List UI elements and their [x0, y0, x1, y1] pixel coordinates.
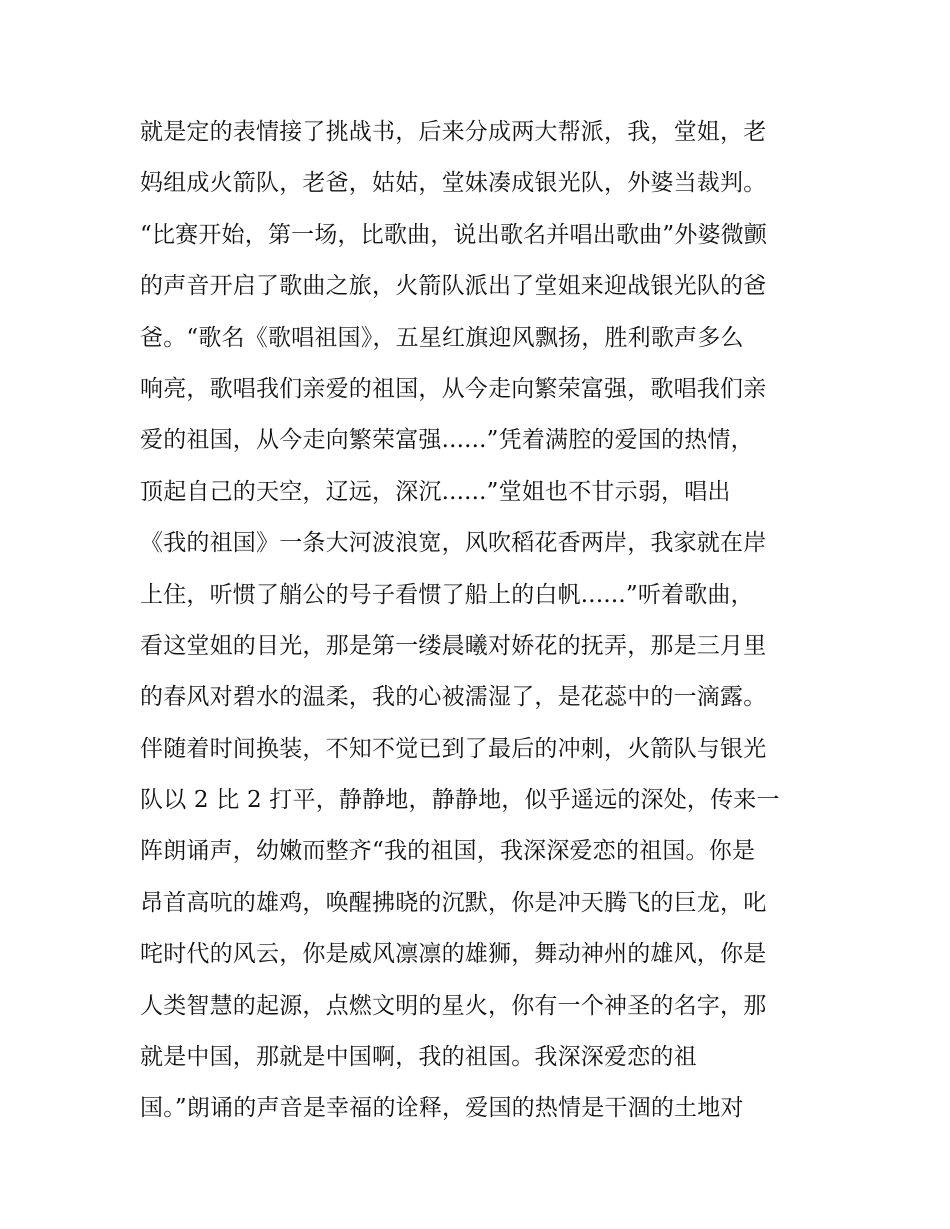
text-line-10: 上住，听惯了艄公的号子看惯了船上的白帆......”听着歌曲，	[140, 581, 754, 608]
text-line-13: 伴随着时间换装，不知不觉已到了最后的冲刺，火箭队与银光	[140, 735, 767, 762]
text-line-11: 看这堂姐的目光，那是第一缕晨曦对娇花的抚弄，那是三月里	[140, 632, 767, 659]
text-line-1: 就是定的表情接了挑战书，后来分成两大帮派，我，堂姐，老	[140, 119, 767, 145]
text-line-9: 《我的祖国》一条大河波浪宽，风吹稻花香两岸，我家就在岸	[140, 530, 767, 557]
text-line-3: “比赛开始，第一场，比歌曲，说出歌名并唱出歌曲”外婆微颤	[140, 221, 768, 248]
text-line-18: 人类智慧的起源，点燃文明的星火，你有一个神圣的名字，那	[140, 992, 767, 1019]
body-text	[140, 107, 820, 1135]
text-line-7: 爱的祖国，从今走向繁荣富强......”凭着满腔的爱国的热情，	[140, 427, 754, 454]
text-line-2: 妈组成火箭队，老爸，姑姑，堂妹凑成银光队，外婆当裁判。	[140, 170, 767, 197]
text-line-4: 的声音开启了歌曲之旅，火箭队派出了堂姐来迎战银光队的爸	[140, 273, 767, 300]
text-line-5: 爸。“歌名《歌唱祖国》，五星红旗迎风飘扬，胜利歌声多么	[140, 324, 744, 351]
text-line-16: 昂首高吭的雄鸡，唤醒拂晓的沉默，你是冲天腾飞的巨龙，叱	[140, 889, 767, 916]
text-line-15: 阵朗诵声，幼嫩而整齐“我的祖国，我深深爱恋的祖国。你是	[140, 838, 756, 865]
text-line-19: 就是中国，那就是中国啊，我的祖国。我深深爱恋的祖	[140, 1044, 697, 1071]
text-line-8: 顶起自己的天空，辽远，深沉......”堂姐也不甘示弱，唱出	[140, 478, 731, 505]
text-line-20: 国。”朗诵的声音是幸福的诠释，爱国的热情是干涸的土地对	[140, 1095, 744, 1122]
text-line-17: 咤时代的风云，你是威风凛凛的雄狮，舞动神州的雄风，你是	[140, 941, 767, 968]
text-line-14: 队以 2 比 2 打平，静静地，静静地，似乎遥远的深处，传来一	[140, 787, 780, 814]
text-line-6: 响亮，歌唱我们亲爱的祖国，从今走向繁荣富强，歌唱我们亲	[140, 375, 767, 402]
text-line-12: 的春风对碧水的温柔，我的心被濡湿了，是花蕊中的一滴露。	[140, 684, 767, 711]
